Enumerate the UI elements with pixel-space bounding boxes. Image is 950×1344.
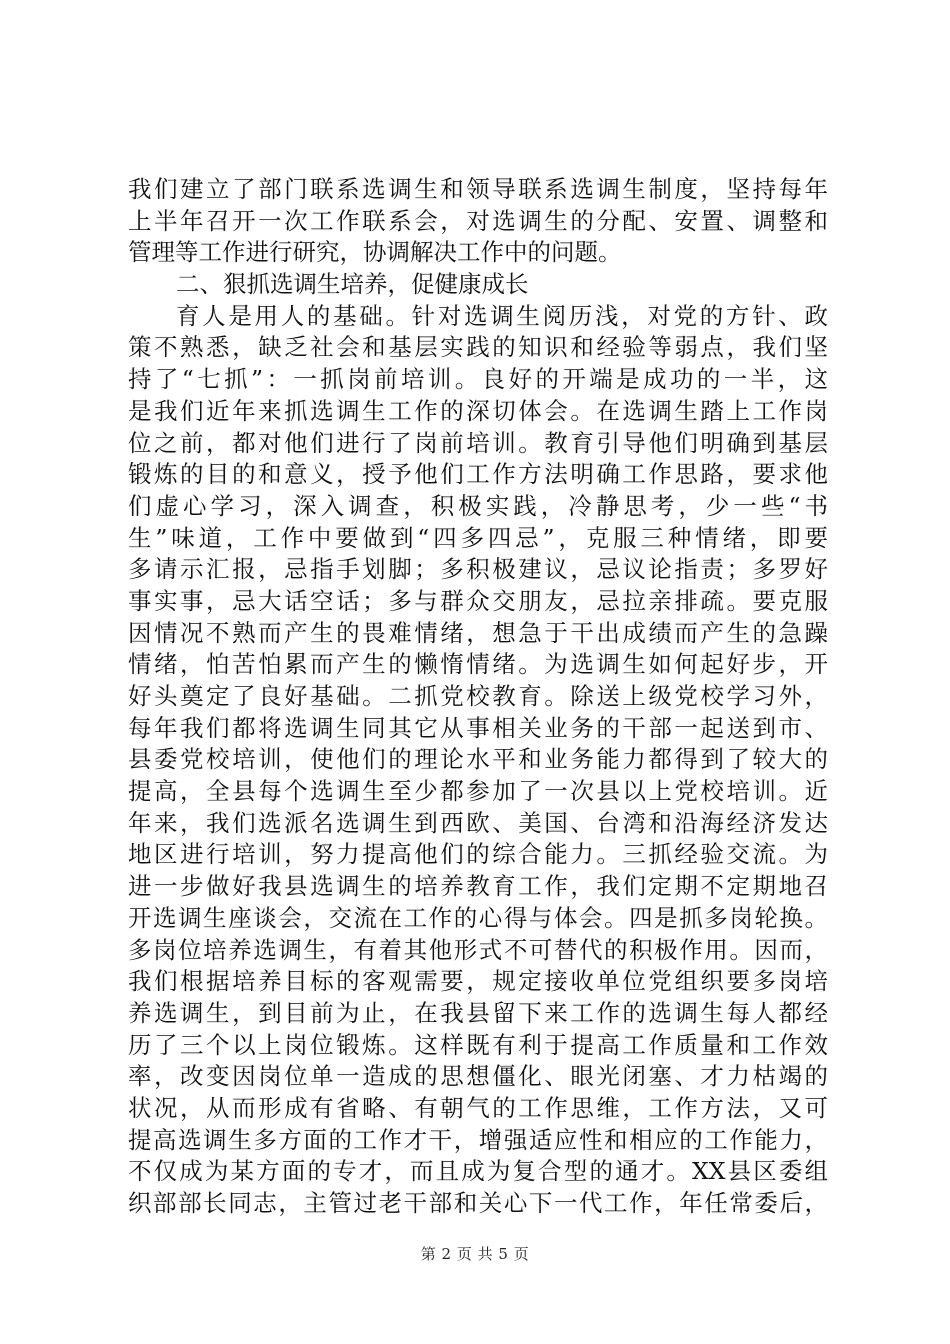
text-line: 养选调生，到目前为止，在我县留下来工作的选调生每人都经 <box>128 998 828 1027</box>
text-line: 织部部长同志，主管过老干部和关心下一代工作，年任常委后， <box>128 1189 828 1217</box>
text-line: 上半年召开一次工作联系会，对选调生的分配、安置、调整和 <box>128 206 828 235</box>
page-number-label: 第 2 页 共 5 页 <box>420 1245 530 1263</box>
text-line: 生”味道，工作中要做到“四多四忌”，克服三种情绪，即要 <box>128 523 828 552</box>
page-footer <box>0 1243 950 1264</box>
text-line: 每年我们都将选调生同其它从事相关业务的干部一起送到市、 <box>128 713 828 742</box>
text-line: 位之前，都对他们进行了岗前培训。教育引导他们明确到基层 <box>128 428 828 457</box>
text-line: 是我们近年来抓选调生工作的深切体会。在选调生踏上工作岗 <box>128 396 828 425</box>
text-line: 育人是用人的基础。针对选调生阅历浅，对党的方针、政 <box>176 301 828 330</box>
text-line: 事实事，忌大话空话；多与群众交朋友，忌拉亲排疏。要克服 <box>128 586 828 615</box>
text-line: 因情况不熟而产生的畏难情绪，想急于干出成绩而产生的急躁 <box>128 618 828 647</box>
text-line: 提高选调生多方面的工作才干，增强适应性和相应的工作能力， <box>128 1125 828 1154</box>
text-line: 状况，从而形成有省略、有朝气的工作思维，工作方法，又可 <box>128 1093 828 1122</box>
text-line: 地区进行培训，努力提高他们的综合能力。三抓经验交流。为 <box>128 840 828 869</box>
text-line: 提高，全县每个选调生至少都参加了一次县以上党校培训。近 <box>128 777 828 806</box>
text-line: 多岗位培养选调生，有着其他形式不可替代的积极作用。因而， <box>128 935 828 964</box>
text-line: 进一步做好我县选调生的培养教育工作，我们定期不定期地召 <box>128 872 828 901</box>
text-line: 多请示汇报，忌指手划脚；多积极建议，忌议论指责；多罗好 <box>128 555 828 584</box>
text-line: 管理等工作进行研究，协调解决工作中的问题。 <box>128 238 622 267</box>
document-body <box>128 174 828 1283</box>
text-line: 率，改变因岗位单一造成的思想僵化、眼光闭塞、才力枯竭的 <box>128 1062 828 1091</box>
text-line: 策不熟悉，缺乏社会和基层实践的知识和经验等弱点，我们坚 <box>128 333 828 362</box>
text-line: 锻炼的目的和意义，授予他们工作方法明确工作思路，要求他 <box>128 460 828 489</box>
text-line: 历了三个以上岗位锻炼。这样既有利于提高工作质量和工作效 <box>128 1030 828 1059</box>
text-line: 我们根据培养目标的客观需要，规定接收单位党组织要多岗培 <box>128 967 828 996</box>
text-line: 我们建立了部门联系选调生和领导联系选调生制度，坚持每年 <box>128 175 828 203</box>
text-line: 情绪，怕苦怕累而产生的懒惰情绪。为选调生如何起好步，开 <box>128 650 828 679</box>
text-line: 不仅成为某方面的专才，而且成为复合型的通才。XX县区委组 <box>128 1157 828 1186</box>
text-line: 年来，我们选派名选调生到西欧、美国、台湾和沿海经济发达 <box>128 808 828 837</box>
section-heading: 二、狠抓选调生培养，促健康成长 <box>176 270 529 299</box>
text-line: 们虚心学习，深入调查，积极实践，冷静思考，少一些“书 <box>128 491 828 520</box>
text-line: 县委党校培训，使他们的理论水平和业务能力都得到了较大的 <box>128 745 828 774</box>
text-line: 持了“七抓”：一抓岗前培训。良好的开端是成功的一半，这 <box>128 365 828 394</box>
text-line: 开选调生座谈会，交流在工作的心得与体会。四是抓多岗轮换。 <box>128 903 828 932</box>
text-line: 好头奠定了良好基础。二抓党校教育。除送上级党校学习外， <box>128 682 828 710</box>
